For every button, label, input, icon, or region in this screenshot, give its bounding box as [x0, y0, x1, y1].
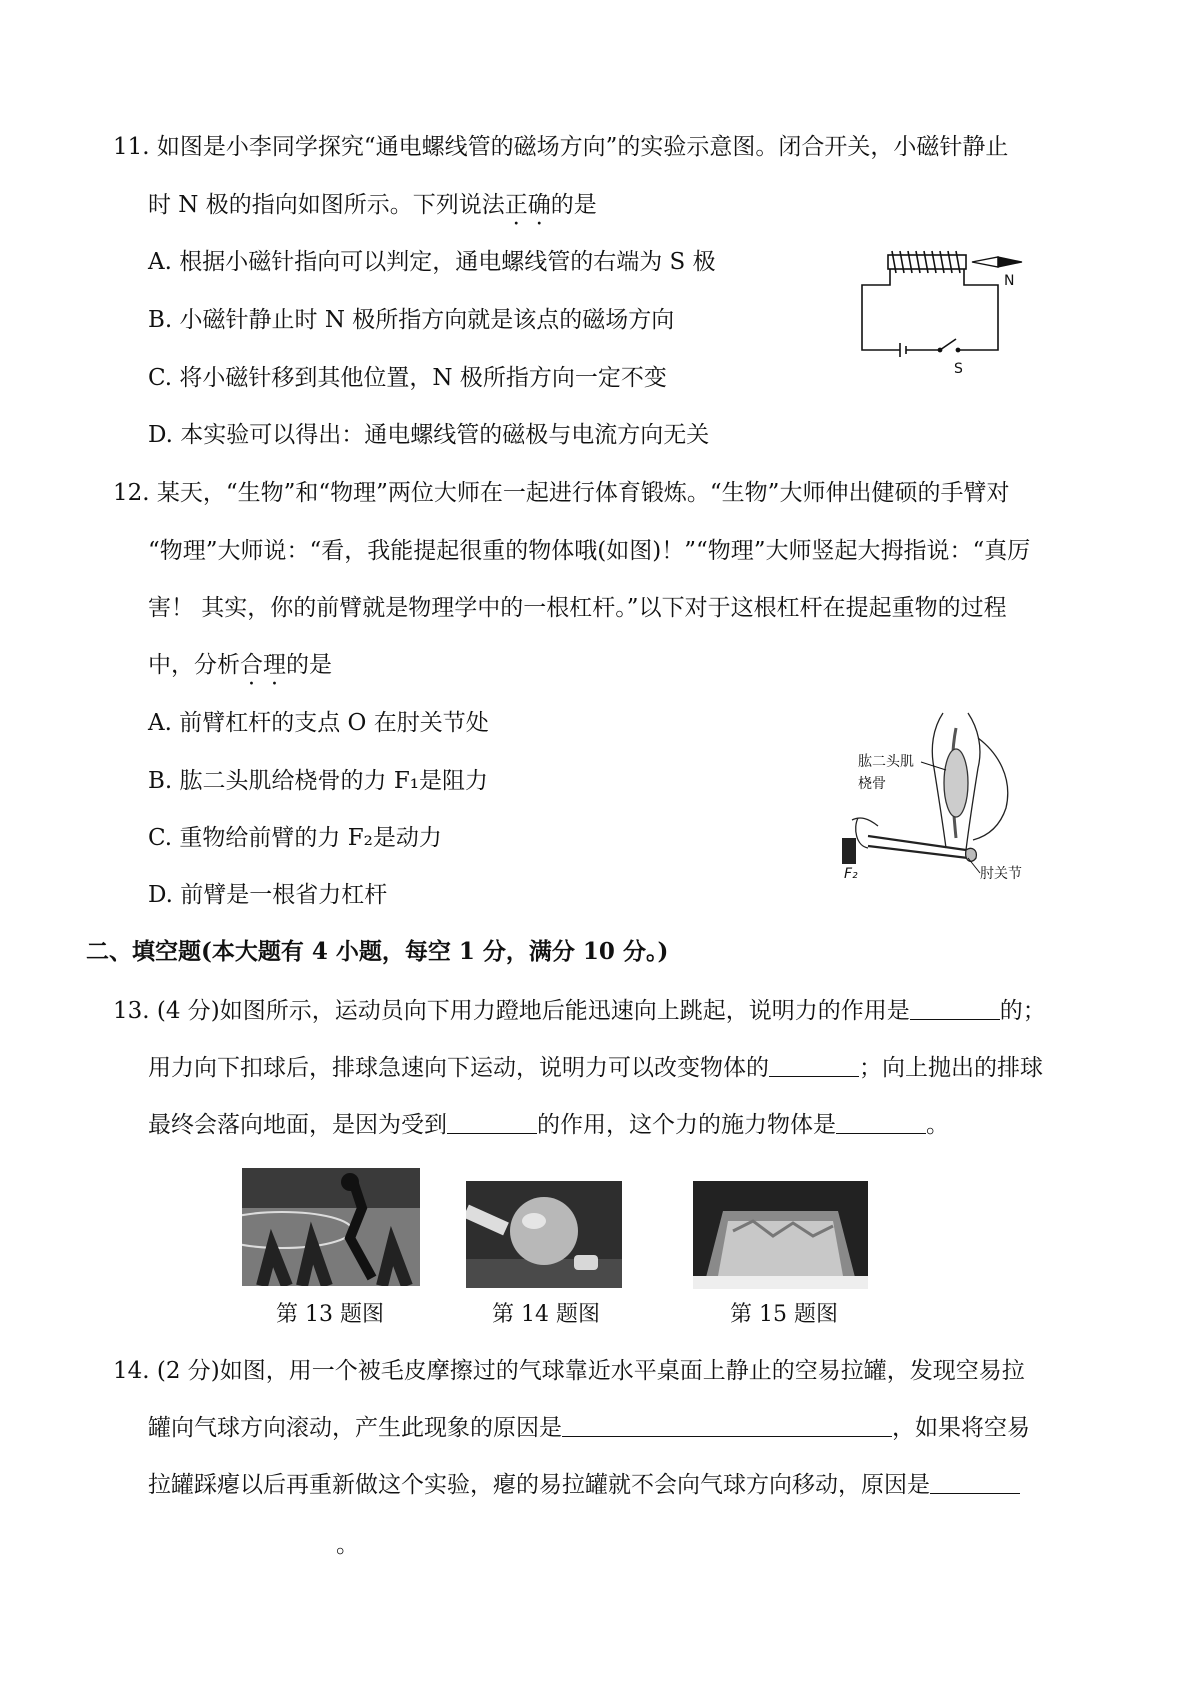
q11-stem-line2: 时 N 极的指向如图所示。下列说法正确的是 — [148, 192, 597, 218]
q14-blank-2[interactable] — [930, 1471, 1020, 1494]
q11-option-a: A. 根据小磁针指向可以判定，通电螺线管的右端为 S 极 — [148, 249, 716, 275]
compass-needle-icon — [972, 257, 998, 267]
elbow-joint-label: 肘关节 — [980, 866, 1022, 882]
q13-line3: 最终会落向地面，是因为受到 的作用，这个力的施力物体是 。 — [148, 1112, 949, 1138]
q11-option-b: B. 小磁针静止时 N 极所指方向就是该点的磁场方向 — [148, 307, 675, 333]
caption-q14: 第 14 题图 — [492, 1302, 600, 1327]
force-f2-label: F₂ — [844, 866, 858, 882]
switch-s-label: S — [954, 361, 963, 377]
q13-blank-2[interactable] — [769, 1054, 859, 1077]
q13-blank-4[interactable] — [836, 1111, 926, 1134]
q14-balloon-can-photo — [466, 1181, 622, 1288]
q13-line1: 13. (4 分)如图所示，运动员向下用力蹬地后能迅速向上跳起，说明力的作用是 的； — [113, 998, 1046, 1024]
q12-option-c: C. 重物给前臂的力 F₂是动力 — [148, 825, 442, 851]
q12-stem-line1: 12. 某天，“生物”和“物理”两位大师在一起进行体育锻炼。“生物”大师伸出健硕的手臂对 — [113, 480, 1010, 506]
q11-option-c: C. 将小磁针移到其他位置，N 极所指方向一定不变 — [148, 365, 667, 391]
needle-n-label: N — [1004, 273, 1015, 289]
weight-icon — [842, 838, 856, 864]
q14-line4: 。 — [336, 1532, 359, 1558]
q12-option-a: A. 前臂杠杆的支点 O 在肘关节处 — [148, 710, 489, 736]
q14-line3: 拉罐踩瘪以后再重新做这个实验，瘪的易拉罐就不会向气球方向移动，原因是 — [148, 1470, 1020, 1500]
q12-option-d: D. 前臂是一根省力杠杆 — [148, 882, 388, 908]
q12-stem-line4: 中，分析合理的是 — [148, 652, 332, 678]
caption-q13: 第 13 题图 — [276, 1302, 384, 1327]
q12-option-b: B. 肱二头肌给桡骨的力 F₁是阻力 — [148, 768, 489, 794]
q13-blank-3[interactable] — [447, 1111, 537, 1134]
section-2-heading: 二、填空题(本大题有 4 小题，每空 1 分，满分 10 分。) — [86, 938, 669, 965]
q14-line2: 罐向气球方向滚动，产生此现象的原因是 ，如果将空易 — [148, 1415, 1030, 1441]
solenoid-circuit-figure — [850, 245, 1030, 380]
q11-stem-line1: 11. 如图是小李同学探究“通电螺线管的磁场方向”的实验示意图。闭合开关，小磁针静止 — [113, 134, 1009, 160]
caption-q15: 第 15 题图 — [730, 1302, 838, 1327]
q12-stem-line2: “物理”大师说：“看，我能提起很重的物体哦(如图)！”“物理”大师竖起大拇指说：“真厉 — [148, 538, 1031, 564]
q12-stem-line3: 害！ 其实，你的前臂就是物理学中的一根杠杆。”以下对于这根杠杆在提起重物的过程 — [148, 595, 1007, 621]
q13-blank-1[interactable] — [910, 997, 1000, 1020]
radius-bone-label: 桡骨 — [858, 776, 886, 792]
q13-line2: 用力向下扣球后，排球急速向下运动，说明力可以改变物体的 ；向上抛出的排球 — [148, 1055, 1043, 1081]
q14-line1: 14. (2 分)如图，用一个被毛皮摩擦过的气球靠近水平桌面上静止的空易拉罐，发现空易拉 — [113, 1358, 1025, 1384]
q11-option-d: D. 本实验可以得出：通电螺线管的磁极与电流方向无关 — [148, 422, 710, 448]
arm-lever-figure — [838, 708, 1038, 888]
q15-car-windshield-photo — [693, 1181, 868, 1289]
q13-volleyball-photo — [242, 1168, 420, 1286]
q14-blank-1[interactable] — [562, 1414, 892, 1437]
biceps-label: 肱二头肌 — [858, 754, 914, 770]
